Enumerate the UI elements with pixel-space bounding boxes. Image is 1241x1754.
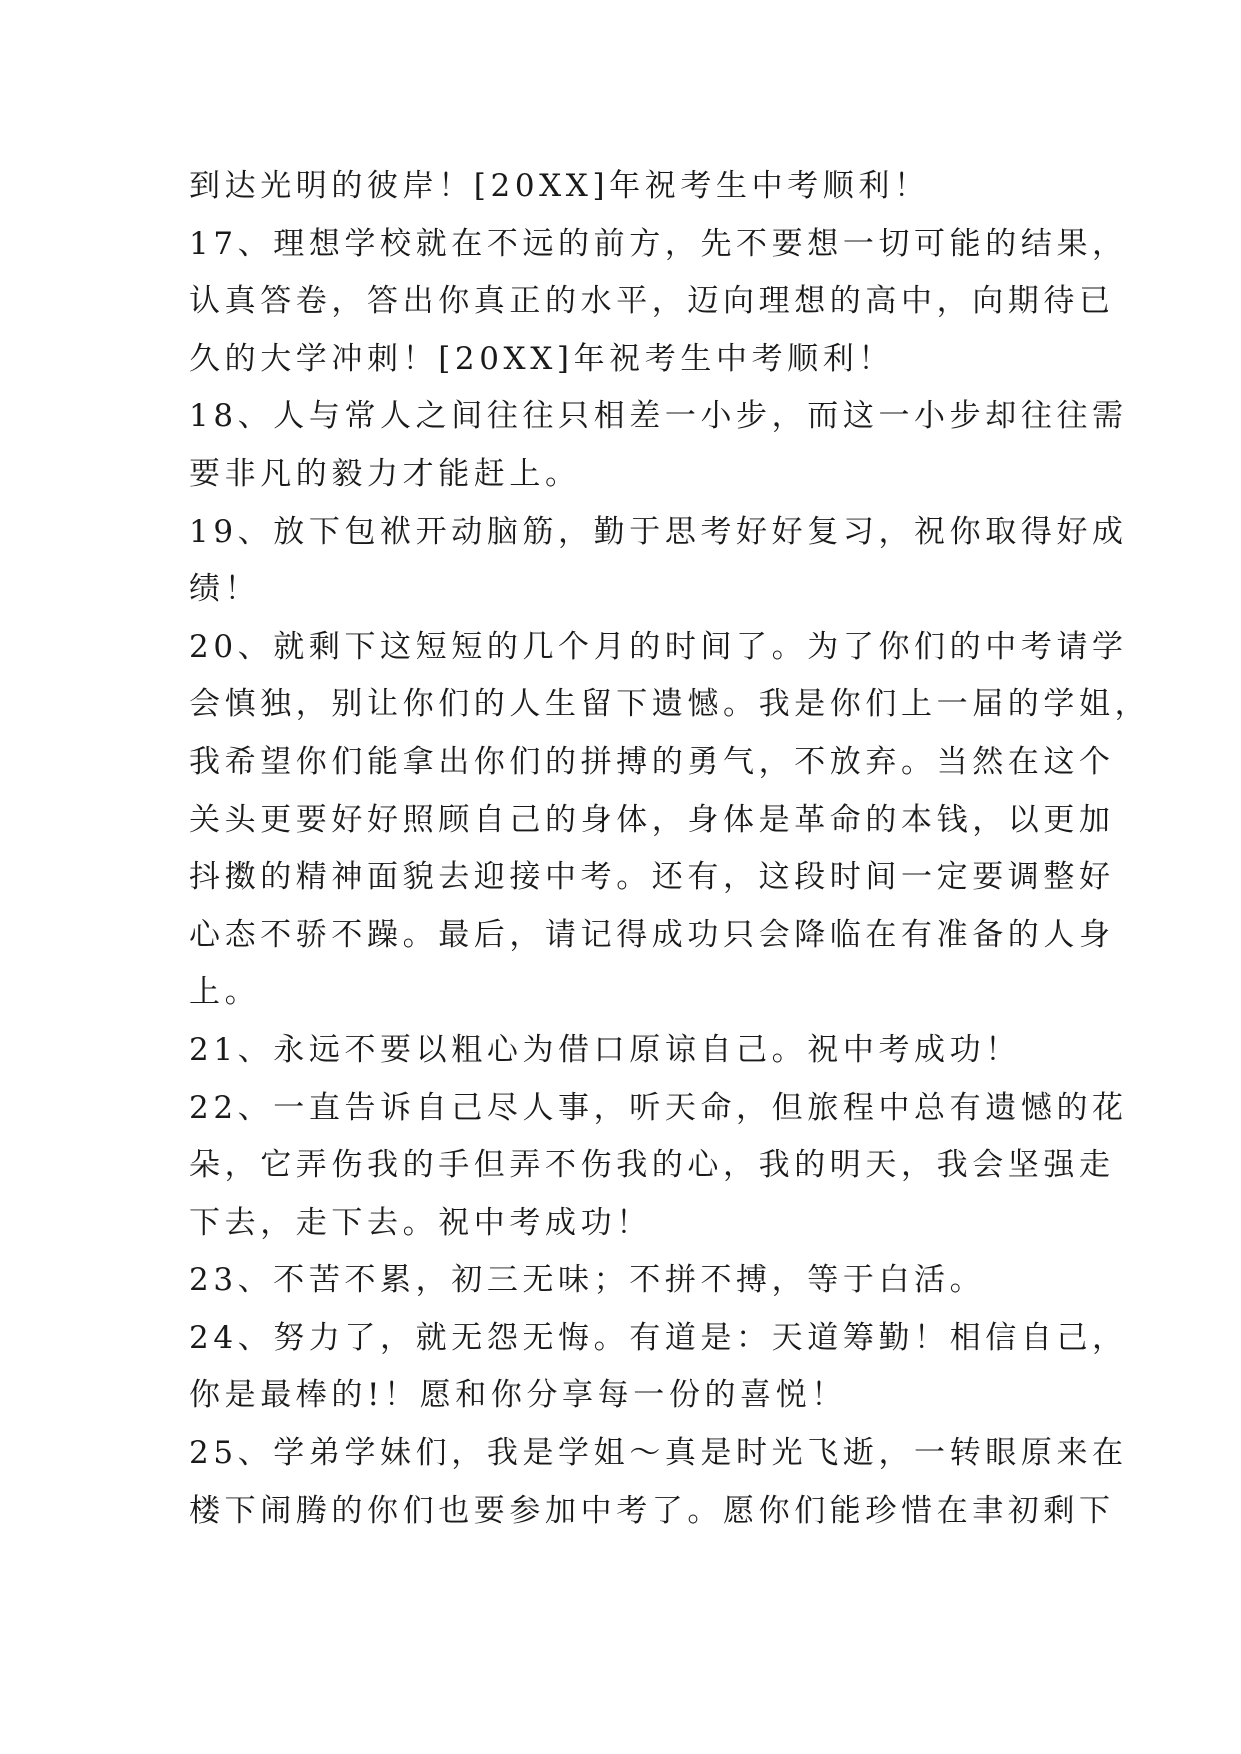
- text-line: 20、就剩下这短短的几个月的时间了。为了你们的中考请学: [189, 628, 1128, 665]
- text-line: 心态不骄不躁。最后，请记得成功只会降临在有准备的人身: [189, 916, 1115, 953]
- text-line: 19、放下包袱开动脑筋，勤于思考好好复习，祝你取得好成: [189, 513, 1128, 550]
- text-line: 23、不苦不累，初三无味；不拼不搏，等于白活。: [189, 1262, 986, 1299]
- text-line: 25、学弟学妹们，我是学姐～真是时光飞逝，一转眼原来在: [189, 1435, 1128, 1472]
- text-line: 到达光明的彼岸！[20XX]年祝考生中考顺利！: [189, 168, 930, 204]
- text-line: 关头更要好好照顾自己的身体，身体是革命的本钱，以更加: [189, 801, 1115, 838]
- text-line: 24、努力了，就无怨无悔。有道是：天道筹勤！相信自己，: [189, 1319, 1128, 1356]
- text-line: 久的大学冲刺！[20XX]年祝考生中考顺利！: [189, 340, 894, 377]
- text-line: 绩！: [189, 571, 261, 608]
- text-line: 21、永远不要以粗心为借口原谅自己。祝中考成功！: [189, 1031, 1021, 1068]
- text-line: 18、人与常人之间往往只相差一小步，而这一小步却往往需: [189, 398, 1128, 435]
- text-line: 要非凡的毅力才能赶上。: [189, 455, 581, 492]
- text-line: 22、一直告诉自己尽人事，听天命，但旅程中总有遗憾的花: [189, 1089, 1128, 1126]
- text-line: 下去，走下去。祝中考成功！: [189, 1204, 652, 1241]
- text-line: 我希望你们能拿出你们的拼搏的勇气，不放弃。当然在这个: [189, 743, 1115, 780]
- text-line: 会慎独，别让你们的人生留下遗憾。我是你们上一届的学姐，: [189, 686, 1151, 723]
- text-line: 朵，它弄伤我的手但弄不伤我的心，我的明天，我会坚强走: [189, 1147, 1115, 1184]
- text-line: 认真答卷，答出你真正的水平，迈向理想的高中，向期待已: [189, 283, 1115, 320]
- text-line: 上。: [189, 974, 261, 1011]
- text-line: 你是最棒的!！愿和你分享每一份的喜悦！: [189, 1377, 847, 1414]
- text-line: 17、理想学校就在不远的前方，先不要想一切可能的结果，: [189, 225, 1128, 262]
- text-line: 楼下闹腾的你们也要参加中考了。愿你们能珍惜在聿初剩下: [189, 1492, 1115, 1529]
- text-line: 抖擞的精神面貌去迎接中考。还有，这段时间一定要调整好: [189, 859, 1115, 896]
- document-body: [189, 158, 1151, 1540]
